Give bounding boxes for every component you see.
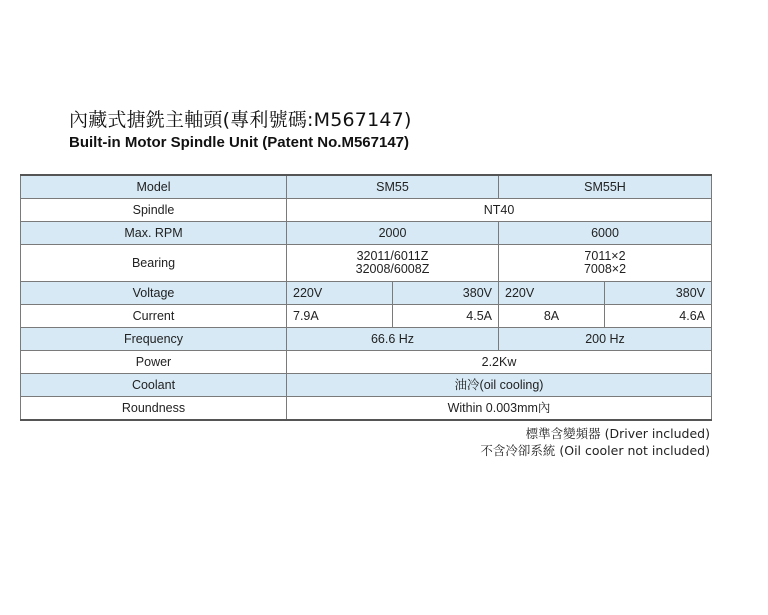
bearing-sm55h [499, 245, 712, 282]
bearing-sm55-line2: 32008/6008Z [355, 262, 430, 276]
rpm-sm55h: 6000 [499, 222, 712, 245]
label-current: Current [21, 305, 287, 328]
label-frequency: Frequency [21, 328, 287, 351]
row-coolant [21, 374, 712, 397]
current-sm55h-380: 4.6A [605, 305, 712, 328]
current-sm55-380: 4.5A [393, 305, 499, 328]
power-value: 2.2Kw [287, 351, 712, 374]
current-sm55-220: 7.9A [287, 305, 393, 328]
frequency-sm55: 66.6 Hz [287, 328, 499, 351]
row-spindle [21, 199, 712, 222]
note-driver-included: 標準含變頻器 (Driver included) [525, 426, 710, 441]
label-max-rpm: Max. RPM [21, 222, 287, 245]
bearing-sm55 [287, 245, 499, 282]
voltage-sm55h-380: 380V [605, 282, 712, 305]
model-sm55h: SM55H [499, 175, 712, 199]
model-sm55: SM55 [287, 175, 499, 199]
label-voltage: Voltage [21, 282, 287, 305]
bearing-sm55-line1: 32011/6011Z [356, 249, 429, 263]
roundness-value: Within 0.003mm內 [287, 397, 712, 421]
footnotes [480, 425, 710, 459]
title-english: Built-in Motor Spindle Unit (Patent No.M567147) [69, 134, 410, 151]
note-oil-cooler-not-included: 不含冷卻系統 (Oil cooler not included) [480, 443, 710, 458]
row-frequency [21, 328, 712, 351]
row-max-rpm [21, 222, 712, 245]
label-coolant: Coolant [21, 374, 287, 397]
label-spindle: Spindle [21, 199, 287, 222]
row-bearing [21, 245, 712, 282]
voltage-sm55-380: 380V [393, 282, 499, 305]
row-power [21, 351, 712, 374]
row-roundness [21, 397, 712, 421]
label-roundness: Roundness [21, 397, 287, 421]
label-bearing: Bearing [21, 245, 287, 282]
spec-table [20, 174, 712, 421]
title-chinese: 內藏式搪銑主軸頭(專利號碼:M567147) [69, 109, 412, 131]
label-model: Model [21, 175, 287, 199]
bearing-sm55h-line2: 7008×2 [583, 262, 627, 276]
voltage-sm55-220: 220V [287, 282, 393, 305]
current-sm55h-220: 8A [499, 305, 605, 328]
row-voltage [21, 282, 712, 305]
row-current [21, 305, 712, 328]
rpm-sm55: 2000 [287, 222, 499, 245]
frequency-sm55h: 200 Hz [499, 328, 712, 351]
coolant-value: 油冷(oil cooling) [287, 374, 712, 397]
label-power: Power [21, 351, 287, 374]
row-model [21, 175, 712, 199]
bearing-sm55h-line1: 7011×2 [584, 249, 626, 263]
voltage-sm55h-220: 220V [499, 282, 605, 305]
spindle-value: NT40 [287, 199, 712, 222]
